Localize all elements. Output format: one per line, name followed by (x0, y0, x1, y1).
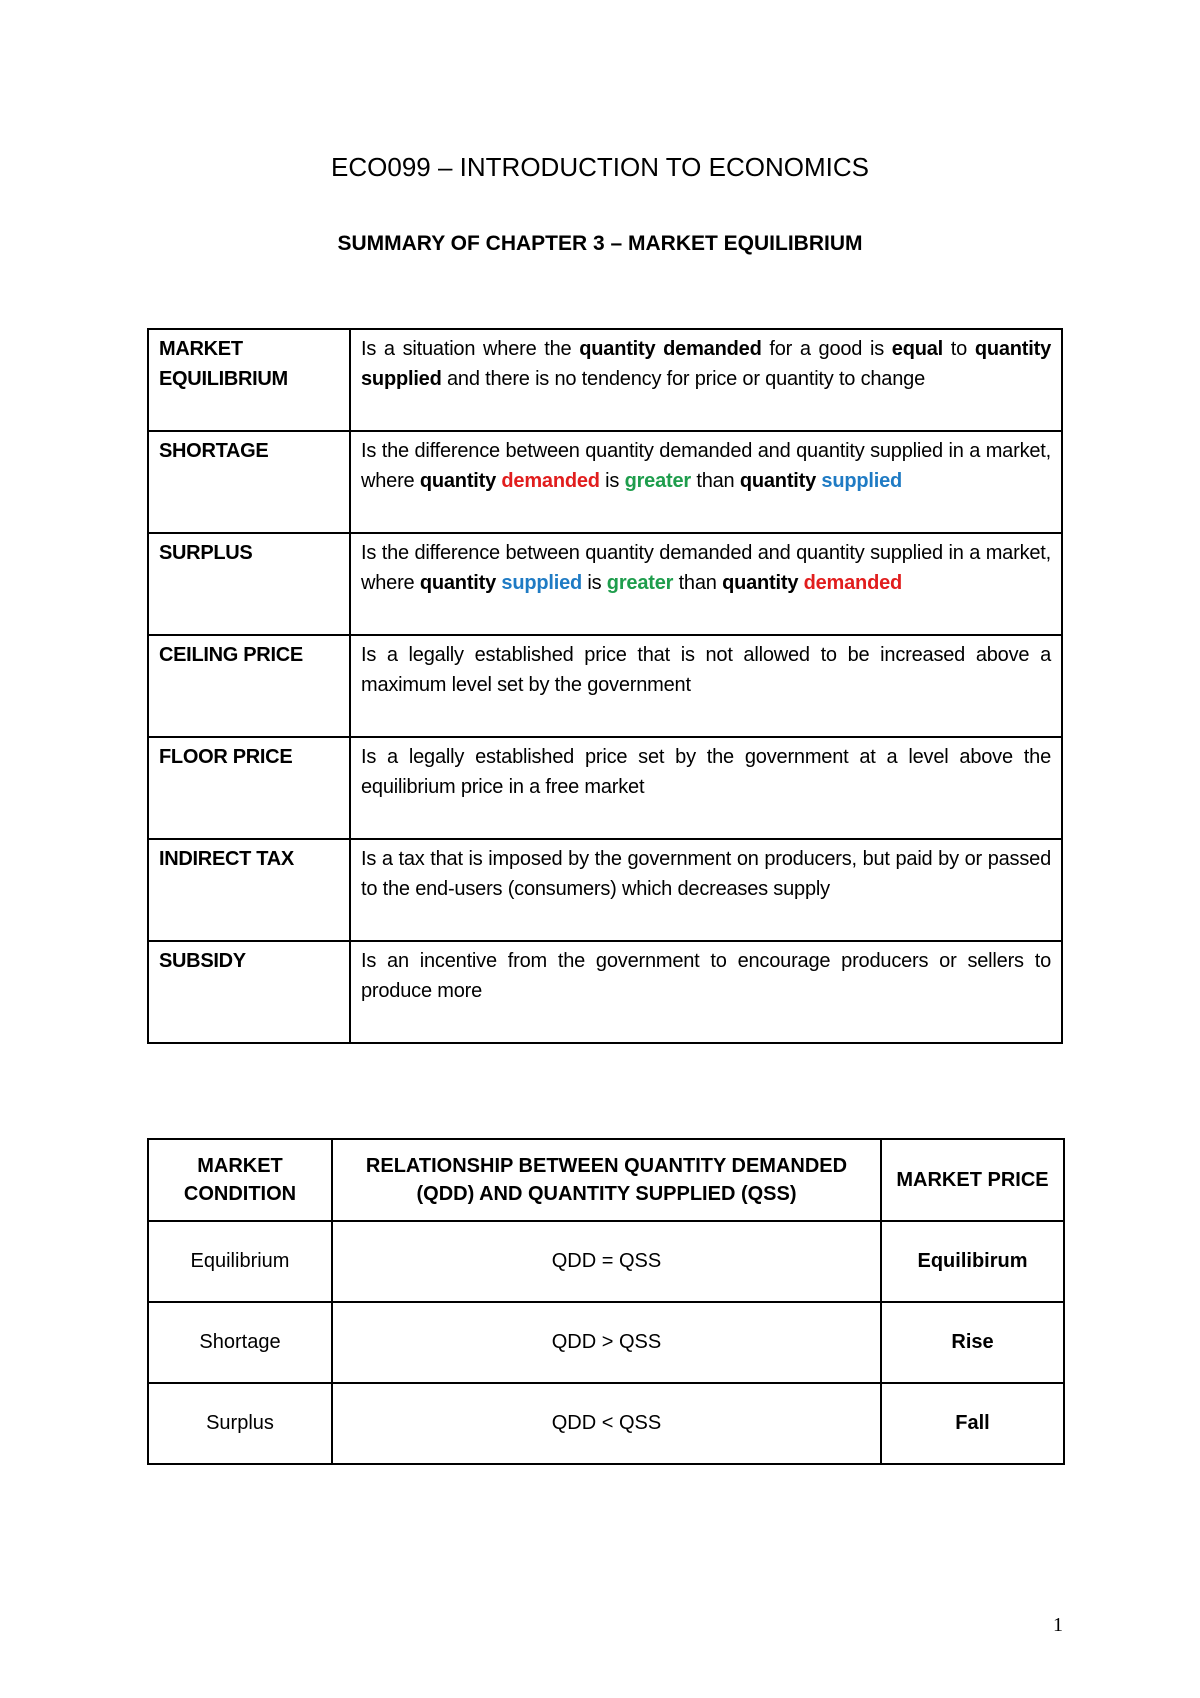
cell-relationship: QDD = QSS (332, 1221, 881, 1302)
term-subsidy: SUBSIDY (148, 941, 350, 1043)
market-conditions-table (147, 1138, 1065, 1465)
term-floor-price: FLOOR PRICE (148, 737, 350, 839)
table-row (148, 431, 1062, 533)
cell-price: Rise (881, 1302, 1064, 1383)
cell-condition: Equilibrium (148, 1221, 332, 1302)
table-row (148, 839, 1062, 941)
cell-condition: Surplus (148, 1383, 332, 1464)
table-row (148, 1383, 1064, 1464)
document-title: ECO099 – INTRODUCTION TO ECONOMICS (331, 152, 869, 182)
page-number: 1 (1053, 1614, 1063, 1636)
cell-relationship: QDD < QSS (332, 1383, 881, 1464)
header-relationship: RELATIONSHIP BETWEEN QUANTITY DEMANDED (QDD) AND QUANTITY SUPPLIED (QSS) (332, 1139, 881, 1221)
definition-market-equilibrium: Is a situation where the quantity demanded for a good is equal to quantity supplied and there is no tendency for price or quantity to change (350, 329, 1062, 431)
cell-price: Fall (881, 1383, 1064, 1464)
header-market-condition: MARKET CONDITION (148, 1139, 332, 1221)
table-row (148, 635, 1062, 737)
cell-relationship: QDD > QSS (332, 1302, 881, 1383)
term-indirect-tax: INDIRECT TAX (148, 839, 350, 941)
definition-ceiling-price: Is a legally established price that is not allowed to be increased above a maximum level set by the government (350, 635, 1062, 737)
table-header-row (148, 1139, 1064, 1221)
definition-indirect-tax: Is a tax that is imposed by the government on producers, but paid by or passed to the end-users (consumers) which decreases supply (350, 839, 1062, 941)
table-row (148, 1221, 1064, 1302)
definitions-table (147, 328, 1063, 1044)
definition-subsidy: Is an incentive from the government to encourage producers or sellers to produce more (350, 941, 1062, 1043)
table-row (148, 1302, 1064, 1383)
table-row (148, 329, 1062, 431)
document-subtitle: SUMMARY OF CHAPTER 3 – MARKET EQUILIBRIUM (337, 232, 863, 255)
table-row (148, 941, 1062, 1043)
definition-shortage: Is the difference between quantity demanded and quantity supplied in a market, where quantity demanded is greater than quantity supplied (350, 431, 1062, 533)
term-shortage: SHORTAGE (148, 431, 350, 533)
cell-condition: Shortage (148, 1302, 332, 1383)
table-row (148, 737, 1062, 839)
definition-floor-price: Is a legally established price set by the government at a level above the equilibrium price in a free market (350, 737, 1062, 839)
cell-price: Equilibirum (881, 1221, 1064, 1302)
term-surplus: SURPLUS (148, 533, 350, 635)
header-market-price: MARKET PRICE (881, 1139, 1064, 1221)
definition-surplus: Is the difference between quantity demanded and quantity supplied in a market, where quantity supplied is greater than quantity demanded (350, 533, 1062, 635)
table-row (148, 533, 1062, 635)
term-market-equilibrium: MARKET EQUILIBRIUM (148, 329, 350, 431)
term-ceiling-price: CEILING PRICE (148, 635, 350, 737)
